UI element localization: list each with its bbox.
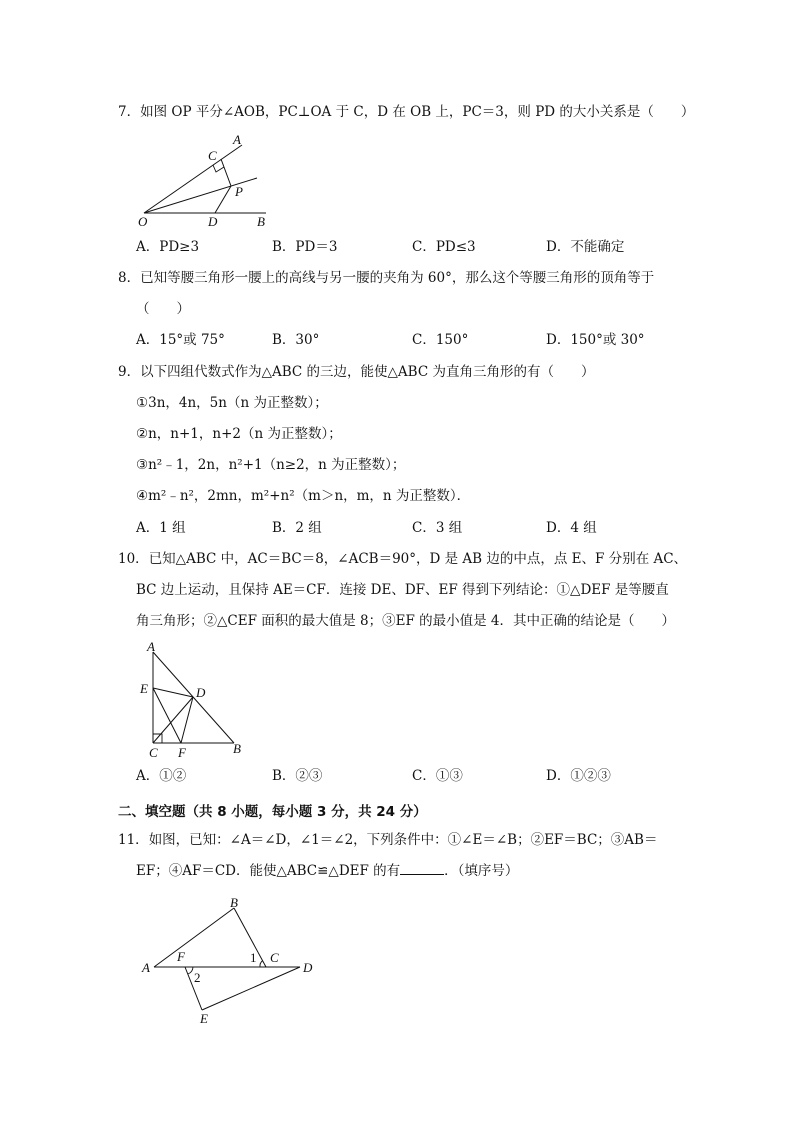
ray-oa — [144, 145, 242, 213]
label-a: A — [142, 960, 150, 975]
question-8-text-line-1: 已知等腰三角形一腰上的高线与另一腰的夹角为 60°，那么这个等腰三角形的顶角等于 — [140, 270, 655, 286]
question-10-option-c[interactable]: C．①③ — [412, 768, 463, 784]
label-angle-1: 1 — [250, 950, 257, 965]
label-b: B — [257, 214, 265, 229]
question-7-number: 7． — [118, 104, 141, 120]
question-11-text-line-2 — [136, 862, 518, 880]
question-9-item-3: ③n²﹣1，2n，n²+1（n≥2，n 为正整数）； — [136, 457, 406, 473]
question-9-item-1: ①3n，4n，5n（n 为正整数）； — [136, 395, 328, 411]
question-8-option-b[interactable]: B．30° — [272, 332, 320, 348]
question-7-option-d[interactable]: D．不能确定 — [546, 239, 625, 255]
label-b: B — [230, 895, 238, 910]
section-title: 二、填空题（共 8 小题，每小题 3 分，共 24 分） — [118, 804, 427, 820]
question-7-stem — [118, 103, 694, 121]
question-8-option-c[interactable]: C．150° — [412, 332, 469, 348]
question-7-option-b[interactable]: B．PD＝3 — [272, 239, 338, 255]
label-f: F — [178, 745, 186, 760]
question-10-option-d[interactable]: D．①②③ — [546, 768, 611, 784]
question-9-text: 以下四组代数式作为△ABC 的三边，能使△ABC 为直角三角形的有（ ） — [140, 364, 595, 380]
label-e: E — [140, 681, 148, 696]
question-9-item-4: ④m²﹣n²，2mn，m²+n²（m＞n，m，n 为正整数）． — [136, 488, 471, 504]
segment-de — [202, 967, 300, 1010]
question-9-option-a[interactable]: A．1 组 — [136, 520, 186, 536]
label-c: C — [270, 950, 279, 965]
label-c: C — [208, 148, 217, 163]
question-10-stem — [118, 550, 687, 568]
question-8-stem — [118, 269, 654, 287]
question-11-figure — [140, 893, 330, 1028]
label-o: O — [138, 214, 148, 229]
question-11-stem — [118, 831, 657, 849]
label-p: P — [235, 184, 243, 199]
label-d: D — [208, 214, 218, 229]
question-7-text: 如图 OP 平分∠AOB，PC⊥OA 于 C，D 在 OB 上，PC＝3，则 PD 的大小关系是（ ） — [140, 104, 695, 120]
question-9-stem — [118, 363, 594, 381]
question-8-text-line-2: （ ） — [136, 301, 190, 317]
question-10-figure — [138, 640, 253, 765]
angle-1-arc — [260, 961, 263, 967]
answer-blank[interactable] — [400, 862, 444, 875]
label-b: B — [233, 741, 241, 756]
question-9-item-2: ②n，n+1，n+2（n 为正整数）； — [136, 426, 342, 442]
question-7-option-c[interactable]: C．PD≤3 — [412, 239, 476, 255]
angle-2-arc — [188, 967, 193, 974]
label-d: D — [303, 960, 313, 975]
segment-pc — [221, 159, 231, 186]
question-9-number: 9． — [118, 364, 141, 380]
question-9-option-c[interactable]: C．3 组 — [412, 520, 463, 536]
label-f: F — [177, 949, 185, 964]
question-11-text-before-blank: EF；④AF＝CD．能使△ABC≌△DEF 的有 — [136, 863, 401, 879]
question-8-option-d[interactable]: D．150°或 30° — [546, 332, 645, 348]
label-d: D — [196, 685, 206, 700]
question-11-number: 11． — [118, 832, 149, 848]
question-10-text-line-1: 已知△ABC 中，AC＝BC＝8，∠ACB＝90°，D 是 AB 边的中点，点 E、F 分别在 AC、 — [148, 551, 688, 567]
question-11-text-after-blank: ．（填序号） — [444, 863, 519, 879]
label-a: A — [233, 132, 241, 147]
question-7-option-a[interactable]: A．PD≥3 — [136, 239, 200, 255]
question-7-figure — [135, 130, 275, 230]
question-10-text-line-3: 角三角形；②△CEF 面积的最大值是 8；③EF 的最小值是 4．其中正确的结论是（ ） — [136, 613, 675, 629]
question-10-option-b[interactable]: B．②③ — [272, 768, 323, 784]
question-9-option-d[interactable]: D．4 组 — [546, 520, 597, 536]
question-8-number: 8． — [118, 270, 141, 286]
segment-ed — [153, 688, 193, 697]
right-angle-mark — [213, 165, 224, 172]
label-angle-2: 2 — [194, 970, 201, 985]
question-10-text-line-2: BC 边上运动，且保持 AE＝CF．连接 DE、DF、EF 得到下列结论：①△DEF 是等腰直 — [136, 582, 669, 598]
label-e: E — [200, 1011, 208, 1026]
question-10-number: 10． — [118, 551, 149, 567]
question-10-option-a[interactable]: A．①② — [136, 768, 187, 784]
segment-ab — [154, 908, 234, 967]
label-a: A — [147, 639, 155, 654]
question-9-option-b[interactable]: B．2 组 — [272, 520, 322, 536]
label-c: C — [149, 745, 158, 760]
question-8-option-a[interactable]: A．15°或 75° — [136, 332, 225, 348]
question-11-text-line-1: 如图，已知：∠A＝∠D，∠1＝∠2，下列条件中：①∠E＝∠B；②EF＝BC；③AB＝ — [148, 832, 658, 848]
